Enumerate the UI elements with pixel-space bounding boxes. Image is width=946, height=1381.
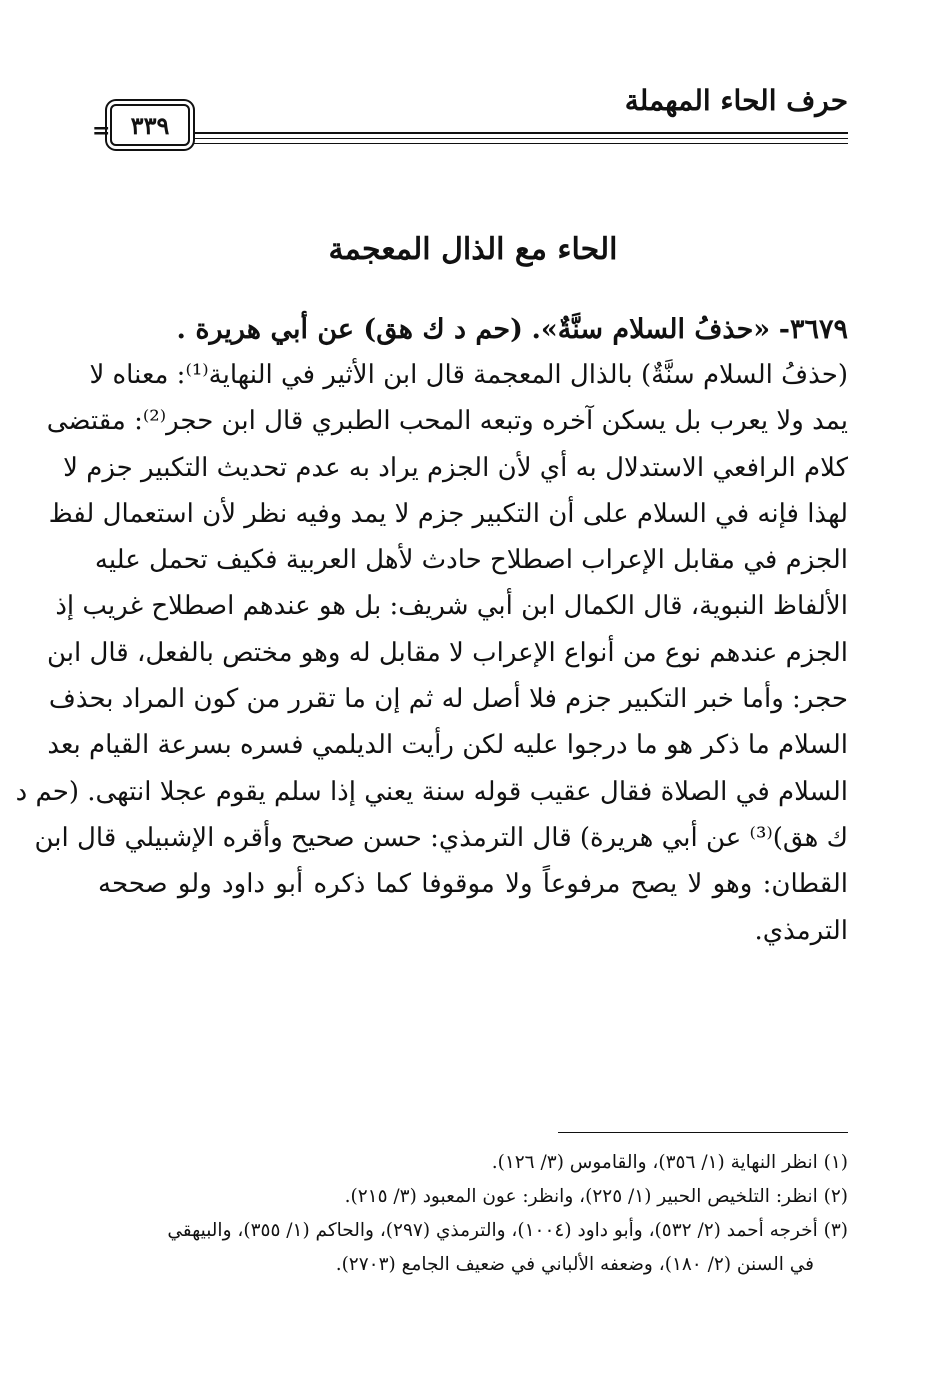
- hadith-number: ٣٦٧٩-: [778, 314, 848, 345]
- hadith-sources: (حم د ك هق) عن أبي هريرة .: [176, 314, 523, 345]
- header-rule: [190, 132, 848, 134]
- commentary-line: الألفاظ النبوية، قال الكمال ابن أبي شريف: بل هو عندهم اصطلاح غريب إذ: [55, 591, 848, 622]
- commentary-line: حجر: وأما خبر التكبير جزم فلا أصل له ثم إن ما تقرر من كون المراد بحذف: [48, 684, 848, 715]
- commentary-line: الجزم في مقابل الإعراب اصطلاح حادث لأهل العربية فكيف تحمل عليه: [94, 545, 848, 576]
- footnote-3-continued: في السنن (٢/ ١٨٠)، وضعفه الألباني في ضعيف الجامع (٢٧٠٣).: [335, 1254, 814, 1275]
- footnote-2: (٢) انظر: التلخيص الحبير (١/ ٢٢٥)، وانظر: عون المعبود (٣/ ٢١٥).: [344, 1186, 848, 1207]
- page-header: [92, 80, 848, 160]
- commentary-line: لهذا فإنه في السلام على أن التكبير جزم لا يمد وفيه نظر لأن استعمال لفظ: [48, 498, 848, 529]
- footnote-separator: [558, 1132, 848, 1133]
- footnote-3: (٣) أخرجه أحمد (٢/ ٥٣٢)، وأبو داود (١٠٠٤)، والترمذي (٢٩٧)، والحاكم (١/ ٣٥٥)، والبيهقي: [167, 1220, 848, 1241]
- commentary-line: الجزم عندهم نوع من أنواع الإعراب لا مقابل له وهو مختص بالفعل، قال ابن: [46, 637, 848, 668]
- commentary-line: يمد ولا يعرب بل يسكن آخره وتبعه المحب الطبري قال ابن حجر⁽²⁾: مقتضى: [46, 406, 848, 437]
- commentary-line: السلام في الصلاة فقال عقيب قوله سنة يعني إذا سلم يقوم عجلا انتهى. (حم د: [15, 776, 848, 807]
- footnotes: [98, 1146, 848, 1282]
- page-number-tick: =: [92, 118, 111, 144]
- hadith-text: «حذفُ السلام سنَّةٌ».: [531, 314, 771, 345]
- hadith-entry: [98, 307, 848, 353]
- commentary-line: السلام ما ذكر هو ما درجوا عليه لكن رأيت الديلمي فسره بسرعة القيام بعد: [47, 730, 848, 761]
- commentary-line: (حذفُ السلام سنَّةٌ) بالذال المعجمة قال ابن الأثير في النهاية⁽¹⁾: معناه لا: [89, 360, 848, 390]
- header-rule: [190, 143, 848, 144]
- commentary-body: [15, 352, 848, 954]
- commentary-line: ك هق)⁽³⁾ عن أبي هريرة) قال الترمذي: حسن صحيح وأقره الإشبيلي قال ابن: [34, 822, 848, 853]
- section-heading: الحاء مع الذال المعجمة: [328, 232, 618, 267]
- running-title: حرف الحاء المهملة: [624, 84, 848, 117]
- commentary-line: الترمذي.: [754, 915, 848, 946]
- footnote-1: (١) انظر النهاية (١/ ٣٥٦)، والقاموس (٣/ ١٢٦).: [491, 1152, 848, 1173]
- commentary-line: كلام الرافعي الاستدلال به أي لأن الجزم يراد به عدم تحديث التكبير جزم لا: [63, 452, 848, 483]
- header-rule: [190, 138, 848, 139]
- page-number: ٣٣٩: [110, 104, 190, 146]
- commentary-line: القطان: وهو لا يصح مرفوعاً ولا موقوفا كما ذكره أبو داود ولو صححه: [98, 869, 848, 900]
